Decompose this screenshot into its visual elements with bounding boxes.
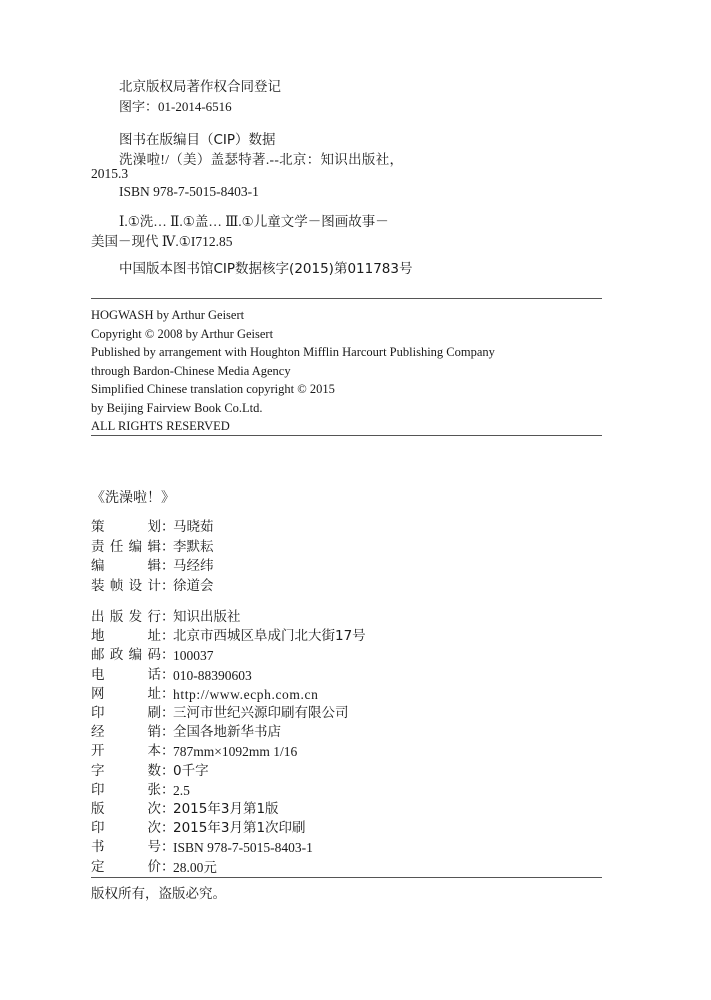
imprint-row-printing: 印次 ： 2015年3月第1次印刷: [91, 819, 366, 838]
imprint-row-address: 地址 ： 北京市西城区阜成门北大街17号: [91, 627, 366, 646]
imprint-value: 三河市世纪兴源印刷有限公司: [173, 705, 349, 722]
imprint-label: 印张: [91, 781, 161, 798]
imprint-label: 网址: [91, 685, 161, 702]
imprint-value: 010-88390603: [173, 667, 252, 683]
copyright-block: [91, 306, 495, 436]
imprint-value: 北京市西城区阜成门北大街17号: [173, 628, 366, 645]
imprint-label: 定价: [91, 858, 161, 875]
credit-row-planner: 策划 ： 马晓茹: [91, 518, 214, 538]
registration-number: 图字：01-2014-6516: [119, 99, 232, 114]
book-title: 《洗澡啦！》: [91, 490, 175, 506]
credit-label: 策划: [91, 519, 161, 535]
credit-value: 马经纬: [173, 558, 214, 574]
imprint-label: 邮政编码: [91, 647, 161, 664]
imprint-row-postcode: 邮政编码 ： 100037: [91, 646, 366, 665]
imprint-value: 2015年3月第1次印刷: [173, 820, 306, 837]
copyright-line: ALL RIGHTS RESERVED: [91, 419, 230, 433]
imprint-label: 印刷: [91, 705, 161, 722]
imprint-label: 字数: [91, 762, 161, 779]
credit-label: 装帧设计: [91, 577, 161, 594]
imprint-row-phone: 电话 ： 010-88390603: [91, 666, 366, 685]
credit-value: 李默耘: [173, 538, 214, 555]
copyright-line: HOGWASH by Arthur Geisert: [91, 308, 245, 322]
cip-classification-1: Ⅰ.①洗… Ⅱ.①盖… Ⅲ.①儿童文学－图画故事－: [119, 214, 389, 229]
imprint-value: http://www.ecph.com.cn: [173, 686, 319, 702]
credit-row-editor: 编辑 ： 马经纬: [91, 557, 214, 577]
cip-line-2: 2015.3: [91, 166, 129, 181]
bottom-divider: [91, 877, 602, 878]
credits-list: [91, 518, 214, 596]
copyright-line: Simplified Chinese translation copyright © 2015: [91, 382, 335, 396]
copyright-line: by Beijing Fairview Book Co.Ltd.: [91, 400, 263, 415]
imprint-value: 0千字: [173, 762, 209, 779]
imprint-value: 787mm×1092mm 1/16: [173, 744, 298, 760]
cip-isbn: ISBN 978-7-5015-8403-1: [119, 184, 259, 199]
imprint-row-publisher: 出版发行 ： 知识出版社: [91, 608, 366, 627]
cip-line-1: 洗澡啦!/（美）盖瑟特著.--北京：知识出版社，: [119, 152, 404, 167]
imprint-value: 全国各地新华书店: [173, 724, 281, 741]
imprint-row-price: 定价 ： 28.00元: [91, 858, 366, 877]
credit-row-editor-in-charge: 责任编辑 ： 李默耘: [91, 538, 214, 558]
credit-value: 徐道会: [173, 577, 214, 594]
imprint-list: [91, 608, 366, 877]
cip-heading: 图书在版编目（CIP）数据: [119, 132, 276, 148]
imprint-row-isbn: 书号 ： ISBN 978-7-5015-8403-1: [91, 838, 366, 857]
imprint-label: 地址: [91, 628, 161, 645]
top-divider: [91, 298, 602, 299]
imprint-row-printer: 印刷 ： 三河市世纪兴源印刷有限公司: [91, 704, 366, 723]
imprint-label: 电话: [91, 666, 161, 683]
imprint-label: 经销: [91, 724, 161, 741]
credit-value: 马晓茹: [173, 519, 214, 535]
imprint-row-sheets: 印张 ： 2.5: [91, 781, 366, 800]
registration-heading: 北京版权局著作权合同登记: [119, 79, 281, 95]
imprint-value: 2015年3月第1版: [173, 801, 279, 818]
imprint-label: 版次: [91, 801, 161, 818]
imprint-label: 出版发行: [91, 609, 161, 625]
credit-label: 编辑: [91, 558, 161, 574]
credit-row-designer: 装帧设计 ： 徐道会: [91, 577, 214, 597]
rights-notice: 版权所有，盗版必究。: [91, 886, 226, 902]
cip-classification-2: 美国－现代 Ⅳ.①I712.85: [91, 234, 233, 249]
imprint-label: 开本: [91, 743, 161, 760]
imprint-row-distributor: 经销 ： 全国各地新华书店: [91, 723, 366, 742]
imprint-value: 2.5: [173, 782, 190, 798]
imprint-value: ISBN 978-7-5015-8403-1: [173, 840, 313, 856]
copyright-line: through Bardon-Chinese Media Agency: [91, 363, 291, 378]
imprint-row-word-count: 字数 ： 0千字: [91, 762, 366, 781]
imprint-value: 知识出版社: [173, 609, 241, 625]
middle-divider: [91, 435, 602, 436]
imprint-label: 书号: [91, 839, 161, 856]
credit-label: 责任编辑: [91, 538, 161, 555]
imprint-row-website: 网址 ： http://www.ecph.com.cn: [91, 685, 366, 704]
imprint-row-format: 开本 ： 787mm×1092mm 1/16: [91, 742, 366, 761]
copyright-line: Copyright © 2008 by Arthur Geisert: [91, 326, 274, 341]
cip-record-number: 中国版本图书馆CIP数据核字(2015)第011783号: [119, 261, 413, 277]
imprint-row-edition: 版次 ： 2015年3月第1版: [91, 800, 366, 819]
imprint-value: 100037: [173, 648, 214, 664]
imprint-label: 印次: [91, 820, 161, 837]
copyright-line: Published by arrangement with Houghton Mifflin Harcourt Publishing Company: [91, 345, 495, 359]
imprint-value: 28.00元: [173, 859, 217, 875]
